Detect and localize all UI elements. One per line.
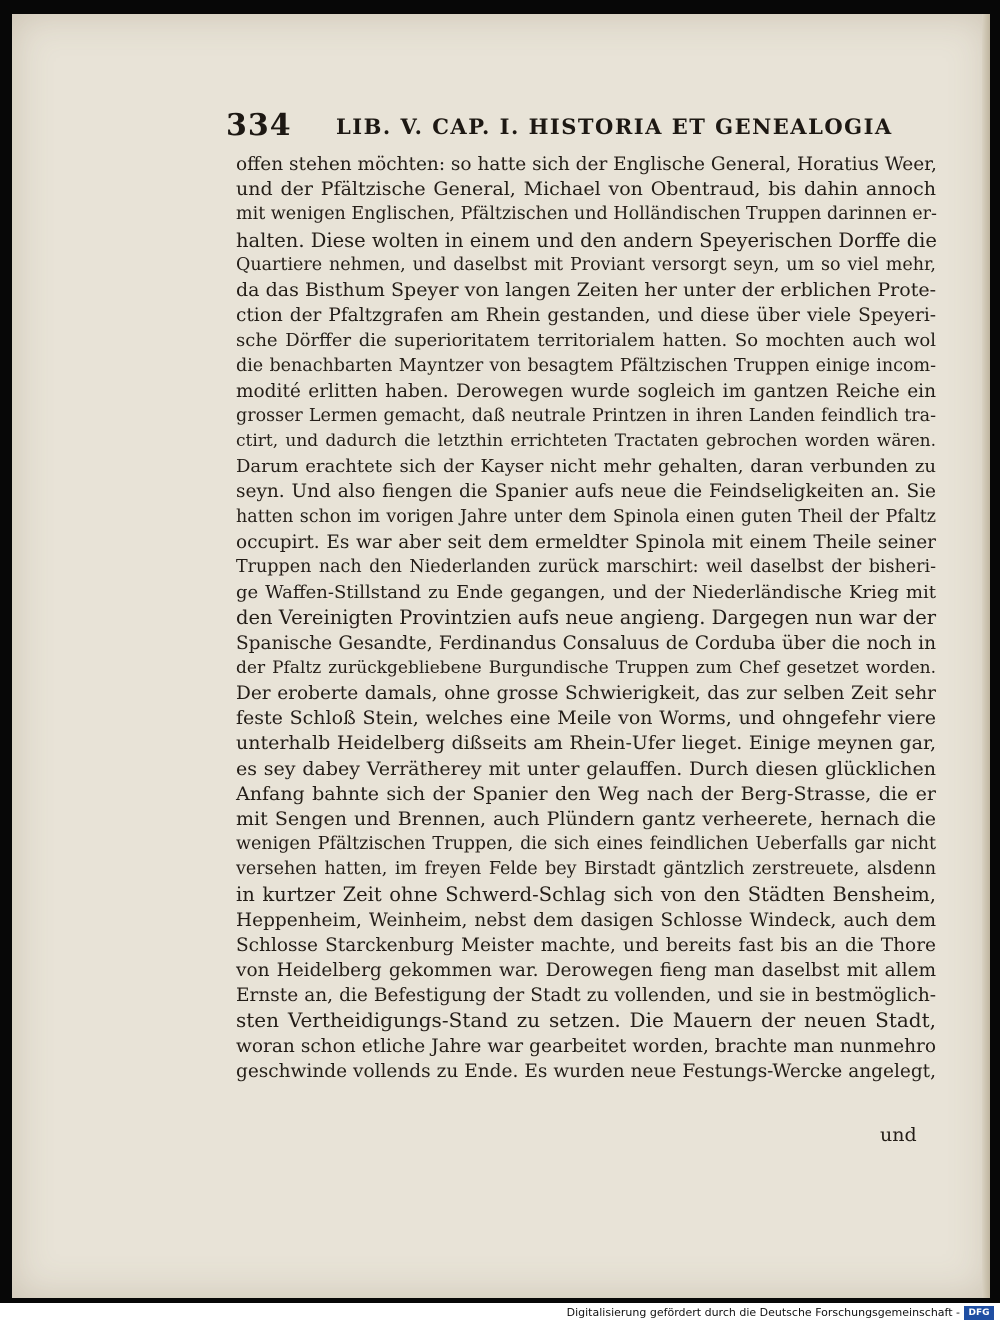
text-line: mit wenigen Englischen, Pfältzischen und Holländischen Truppen darinnen er- [236, 204, 937, 225]
funding-credit: Digitalisierung gefördert durch die Deutsche Forschungsgemeinschaft - [566, 1306, 960, 1319]
text-line: Truppen nach den Niederlanden zurück marschirt: weil daselbst der bisheri- [236, 557, 936, 577]
text-line: da das Bisthum Speyer von langen Zeiten her unter der erblichen Prote- [236, 278, 936, 301]
dfg-logo-icon: DFG [964, 1306, 994, 1320]
text-line: woran schon etliche Jahre war gearbeitet worden, brachte man nunmehro [236, 1035, 936, 1057]
text-line: feste Schloß Stein, welches eine Meile von Worms, und ohngefehr viere [236, 707, 936, 730]
text-line: Schlosse Starckenburg Meister machte, und bereits fast bis an die Thore [236, 934, 936, 956]
text-line: Der eroberte damals, ohne grosse Schwierigkeit, das zur selben Zeit sehr [236, 682, 936, 704]
text-line: den Vereinigten Provintzien aufs neue angieng. Dargegen nun war der [236, 606, 937, 630]
body-text [236, 152, 936, 1084]
text-line: der Pfaltz zurückgebliebene Burgundische Truppen zum Chef gesetzet worden. [236, 657, 936, 678]
text-line: sche Dörffer die superioritatem territorialem hatten. So mochten auch wol [236, 330, 936, 352]
text-line: versehen hatten, im freyen Felde bey Birstadt gäntzlich zerstreuete, alsdenn [236, 859, 936, 880]
text-line: Ernste an, die Befestigung der Stadt zu vollenden, und sie in bestmöglich- [236, 985, 936, 1007]
text-line: offen stehen möchten: so hatte sich der Englische General, Horatius Weer, [236, 154, 937, 175]
text-line: geschwinde vollends zu Ende. Es wurden neue Festungs-Wercke angelegt, [236, 1060, 936, 1082]
text-line: Anfang bahnte sich der Spanier den Weg nach der Berg-Strasse, die er [236, 782, 936, 805]
page-header [226, 108, 893, 148]
text-line: modité erlitten haben. Derowegen wurde sogleich im gantzen Reiche ein [236, 380, 936, 402]
footer-bar [0, 1303, 1000, 1323]
text-line: Heppenheim, Weinheim, nebst dem dasigen Schlosse Windeck, auch dem [236, 909, 936, 931]
text-line: ction der Pfaltzgrafen am Rhein gestanden, und diese über viele Speyeri- [236, 305, 936, 327]
text-line: wenigen Pfältzischen Truppen, die sich eines feindlichen Ueberfalls gar nicht [236, 834, 936, 855]
text-line: grosser Lermen gemacht, daß neutrale Printzen in ihren Landen feindlich tra- [236, 405, 936, 426]
text-line: in kurtzer Zeit ohne Schwerd-Schlag sich von den Städten Bensheim, [236, 883, 936, 907]
running-head: LIB. V. CAP. I. HISTORIA ET GENEALOGIA [336, 114, 893, 139]
text-line: halten. Diese wolten in einem und den andern Speyerischen Dorffe die [236, 228, 937, 252]
text-line: Spanische Gesandte, Ferdinandus Consaluus de Corduba über die noch in [236, 632, 936, 654]
page-number: 334 [226, 108, 292, 143]
text-line: occupirt. Es war aber seit dem ermeldter Spinola mit einem Theile seiner [236, 531, 936, 553]
text-line: Quartiere nehmen, und daselbst mit Proviant versorgt seyn, um so viel mehr, [236, 254, 936, 275]
text-line: ctirt, und dadurch die letzthin errichteten Tractaten gebrochen worden wären. [236, 431, 936, 452]
text-line: unterhalb Heidelberg dißseits am Rhein-Ufer lieget. Einige meynen gar, [236, 732, 936, 755]
text-line: seyn. Und also fiengen die Spanier aufs neue die Feindseligkeiten an. Sie [236, 481, 936, 503]
text-line: hatten schon im vorigen Jahre unter dem Spinola einen guten Theil der Pfaltz [236, 506, 936, 527]
text-line: die benachbarten Mayntzer von besagtem Pfältzischen Truppen einige incom- [236, 355, 936, 376]
text-line: und der Pfältzische General, Michael von Obentraud, bis dahin annoch [236, 178, 936, 201]
text-line: sten Vertheidigungs-Stand zu setzen. Die Mauern der neuen Stadt, [236, 1008, 936, 1033]
text-line: es sey dabey Verrätherey mit unter gelauffen. Durch diesen glücklichen [236, 757, 936, 780]
text-line: mit Sengen und Brennen, auch Plündern gantz verheerete, hernach die [236, 807, 936, 830]
page-edge [982, 14, 990, 1298]
text-line: ge Waffen-Stillstand zu Ende gegangen, und der Niederländische Krieg mit [236, 582, 936, 604]
catchword: und [880, 1124, 917, 1146]
text-line: Darum erachtete sich der Kayser nicht mehr gehalten, daran verbunden zu [236, 456, 936, 478]
text-line: von Heidelberg gekommen war. Derowegen fieng man daselbst mit allem [236, 960, 936, 981]
